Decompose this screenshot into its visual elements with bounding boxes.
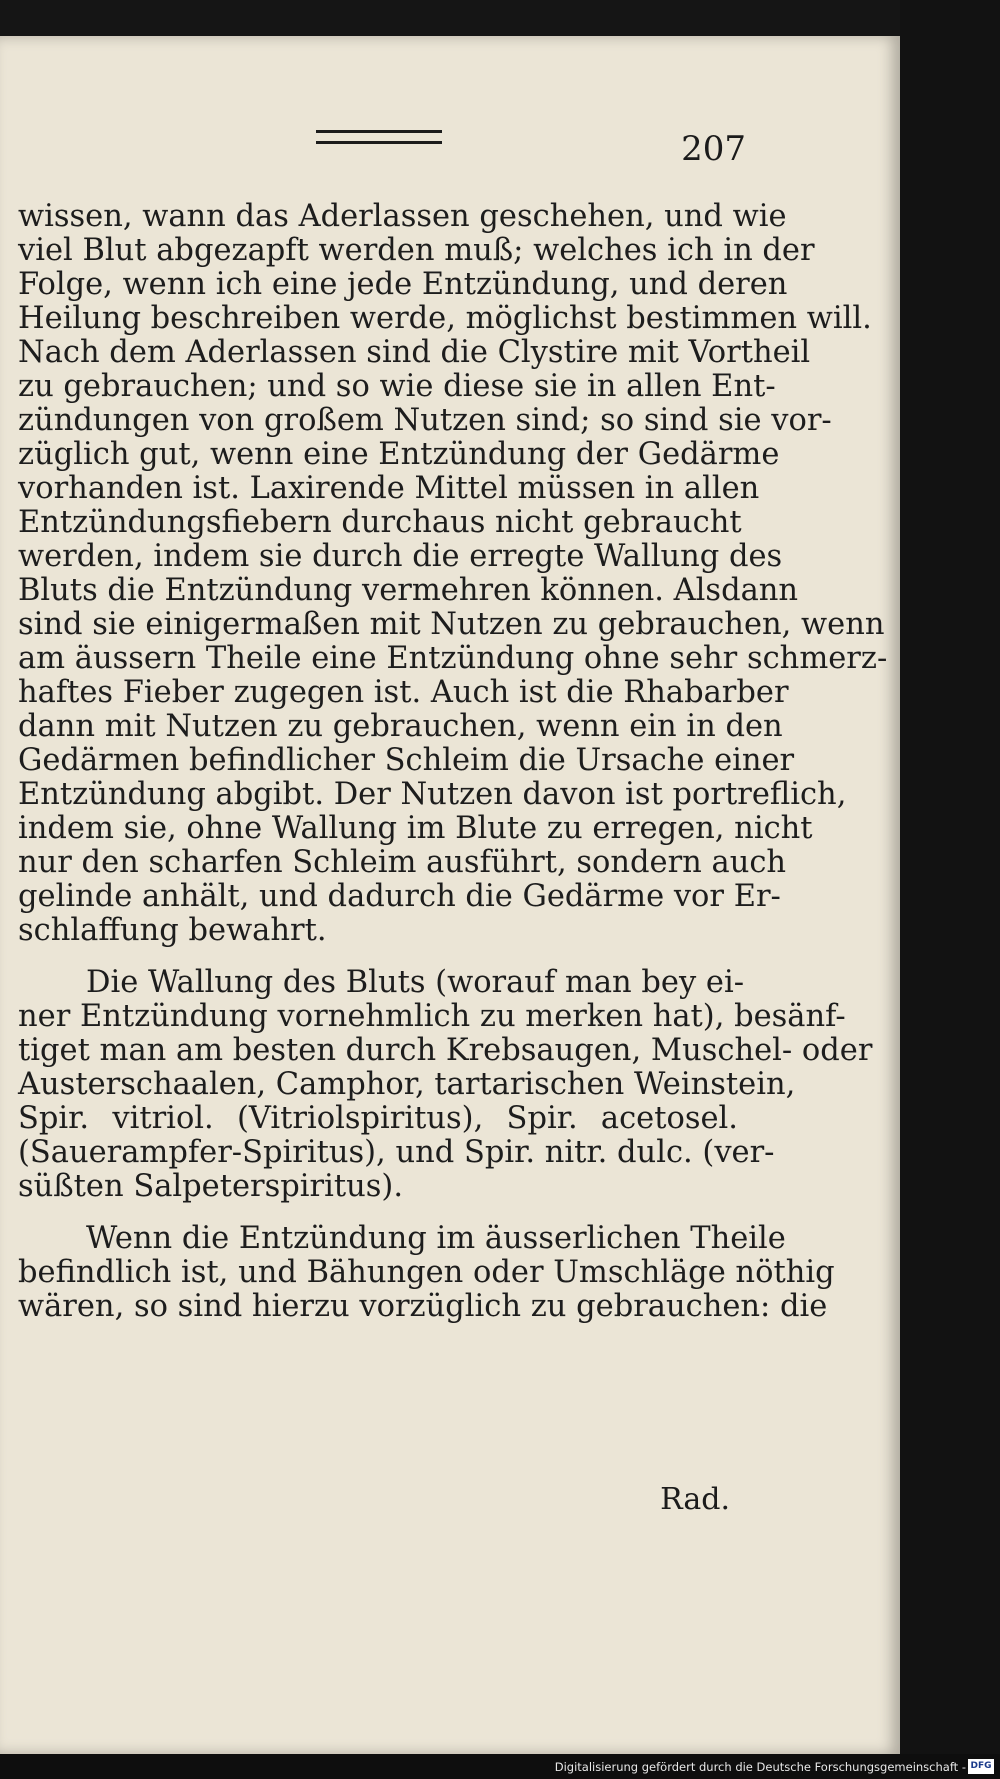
scan-right-border: [900, 0, 1000, 1779]
text-line: wissen, wann das Aderlassen geschehen, und wie: [18, 199, 787, 234]
scan-top-border: [0, 0, 1000, 36]
text-line: Spir. vitriol. (Vitriolspiritus), Spir. acetosel.: [18, 1101, 738, 1136]
text-line: Bluts die Entzündung vermehren können. Alsdann: [18, 573, 799, 608]
text-line: zu gebrauchen; und so wie diese sie in allen Ent-: [18, 369, 776, 404]
text-line: werden, indem sie durch die erregte Wallung des: [18, 539, 783, 574]
text-line: Folge, wenn ich eine jede Entzündung, und deren: [18, 267, 788, 302]
text-line: Austerschaalen, Camphor, tartarischen Weinstein,: [18, 1067, 796, 1102]
text-line: vorhanden ist. Laxirende Mittel müssen in allen: [18, 471, 760, 506]
text-line: Die Wallung des Bluts (worauf man bey ei-: [86, 965, 744, 1000]
paragraph-gap: [18, 948, 738, 966]
text-line: indem sie, ohne Wallung im Blute zu erregen, nicht: [18, 811, 813, 846]
text-line: züglich gut, wenn eine Entzündung der Gedärme: [18, 437, 780, 472]
text-line: am äussern Theile eine Entzündung ohne sehr schmerz-: [18, 641, 888, 676]
text-line: ner Entzündung vornehmlich zu merken hat), besänf-: [18, 999, 846, 1034]
text-line: zündungen von großem Nutzen sind; so sind sie vor-: [18, 403, 832, 438]
text-line: befindlich ist, und Bähungen oder Umschläge nöthig: [18, 1255, 835, 1290]
text-line: tiget man am besten durch Krebsaugen, Muschel- oder: [18, 1033, 873, 1068]
footer-credit: Digitalisierung gefördert durch die Deutsche Forschungsgemeinschaft -: [554, 1760, 966, 1774]
text-line: haftes Fieber zugegen ist. Auch ist die Rhabarber: [18, 675, 789, 710]
page-body-text: [18, 199, 888, 1324]
text-line: Heilung beschreiben werde, möglichst bestimmen will.: [18, 301, 872, 336]
text-line: nur den scharfen Schleim ausführt, sondern auch: [18, 845, 787, 880]
text-line: sind sie einigermaßen mit Nutzen zu gebrauchen, wenn: [18, 607, 885, 642]
text-line: dann mit Nutzen zu gebrauchen, wenn ein in den: [18, 709, 783, 744]
text-line: Gedärmen befindlicher Schleim die Ursache einer: [18, 743, 795, 778]
catchword: Rad.: [660, 1482, 730, 1517]
text-line: schlaffung bewahrt.: [18, 913, 327, 948]
header-rule: [316, 130, 442, 144]
text-line: Wenn die Entzündung im äusserlichen Theile: [86, 1221, 786, 1256]
text-line: gelinde anhält, und dadurch die Gedärme vor Er-: [18, 879, 781, 914]
text-line: süßten Salpeterspiritus).: [18, 1169, 404, 1204]
text-line: viel Blut abgezapft werden muß; welches ich in der: [18, 233, 815, 268]
text-line: wären, so sind hierzu vorzüglich zu gebrauchen: die: [18, 1289, 828, 1324]
paragraph-gap: [18, 1204, 738, 1222]
text-line: Entzündung abgibt. Der Nutzen davon ist portreflich,: [18, 777, 847, 812]
text-line: Nach dem Aderlassen sind die Clystire mit Vortheil: [18, 335, 811, 370]
dfg-logo: DFG: [968, 1759, 994, 1774]
page-number: 207: [681, 129, 746, 169]
text-line: (Sauerampfer-Spiritus), und Spir. nitr. dulc. (ver-: [18, 1135, 775, 1170]
text-line: Entzündungsfiebern durchaus nicht gebraucht: [18, 505, 742, 540]
